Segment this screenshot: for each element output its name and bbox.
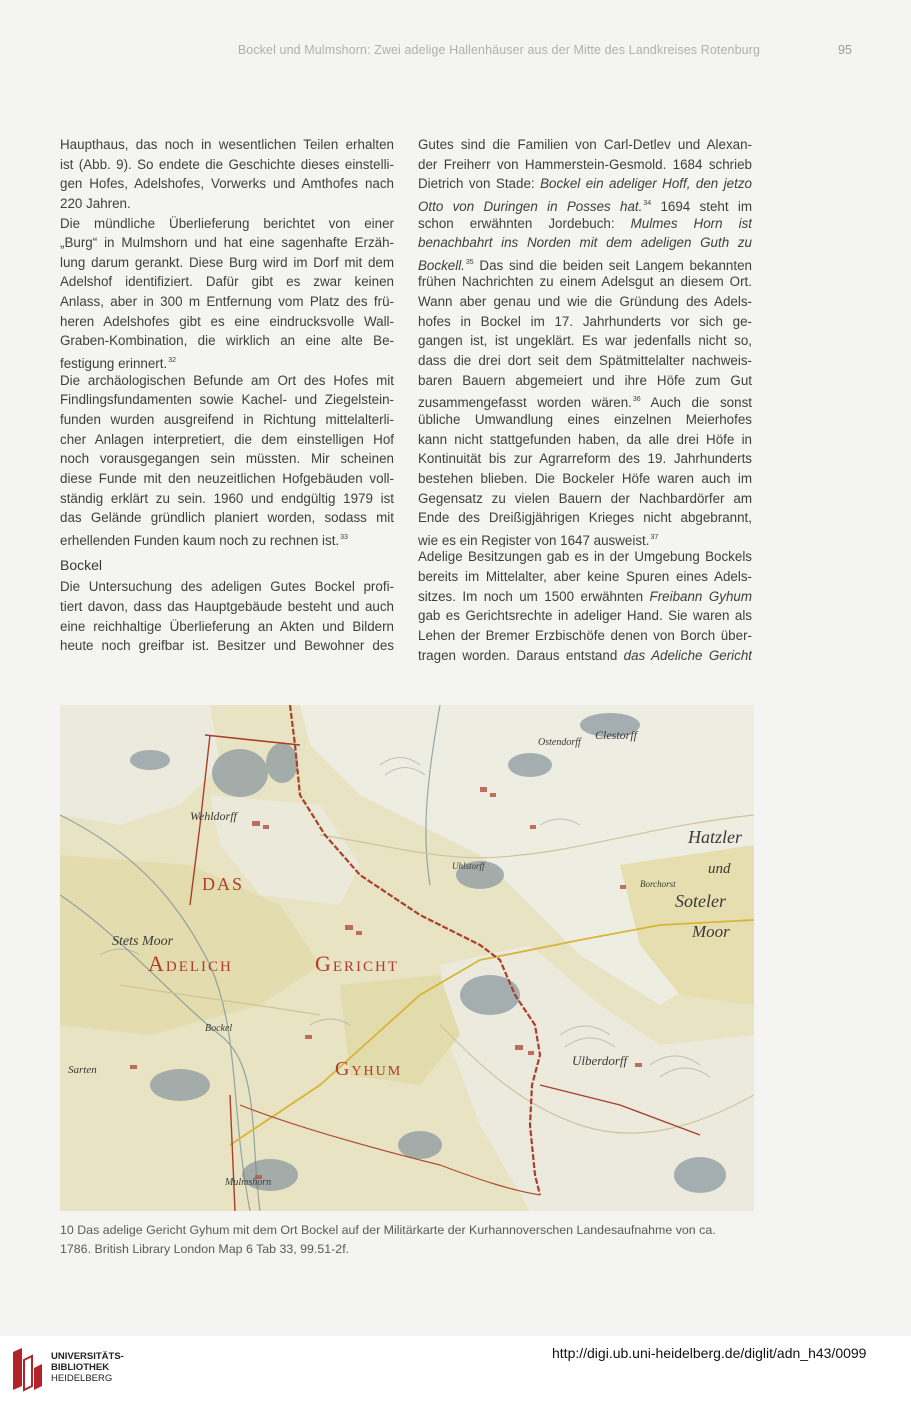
text-line [418,214,752,234]
text-fragment: Auch die sonst [640,395,752,410]
text-line [418,390,752,410]
footnote-ref[interactable]: 34 [643,199,652,207]
library-name[interactable] [51,1351,124,1384]
map-label-und: und [708,861,731,877]
text-line [418,174,752,194]
text-fragment: 1694 steht im [651,198,752,214]
quote-fragment: Freibann Gyhum [649,588,752,604]
quote-fragment: Mulmes Horn ist [630,215,752,231]
map-label-adelich: Adelich [148,951,233,976]
quote-fragment: Bockell. [418,257,465,273]
page-number: 95 [838,43,852,57]
text-line: frühen Nachrichten zu einem Adelsgut an diesem Ort. [418,274,752,290]
text-line: bestehen blieben. Die Bockeler Höfe waren auch im [418,470,752,486]
caption-line: 10 Das adelige Gericht Gyhum mit dem Ort Bockel auf der Militärkarte der Kurhannoverschen Landesaufnahme von ca. [60,1223,716,1237]
map-label-mulmshorn: Mulmshorn [225,1177,272,1188]
text-line [60,528,394,548]
text-line: ständig erklärt zu sein. 1960 und endgültig 1979 ist [60,490,394,506]
library-logo-icon[interactable] [10,1346,46,1392]
running-title: Bockel und Mulmshorn: Zwei adelige Hallenhäuser aus der Mitte des Landkreises Rotenburg [237,43,760,57]
text-line: hofes in Bockel im 17. Jahrhunderts vor sich ge- [418,313,752,329]
map-label-gericht: Gericht [315,951,400,976]
map-label-ostendorff: Ostendorff [538,737,581,748]
text-line: eine reichhaltige Überlieferung an Akten und Bildern [60,618,394,634]
text-line: bereits im Mittelalter, aber keine Spuren eines Adels- [418,569,752,585]
map-label-soteler: Soteler [675,891,726,911]
library-line: HEIDELBERG [51,1373,113,1384]
text-line [418,233,752,253]
footnote-ref[interactable]: 33 [340,533,348,541]
map-label-moor: Moor [692,922,730,941]
map-label-wehldorff: Wehldorff [190,809,237,823]
text-line: Adelshof identifiziert. Dafür gibt es zwar keinen [60,274,394,290]
text-fragment: Dietrich von Stade: [418,176,541,192]
library-line: UNIVERSITÄTS- [51,1351,124,1362]
map-label-borchorst: Borchorst [640,879,676,889]
quote-fragment: Otto von Duringen in Posses hat. [418,198,643,214]
text-fragment: sitzes. Im noch um 1500 erwähnten [418,588,650,604]
text-fragment: tragen worden. Daraus entstand [418,647,624,663]
quote-fragment: benachbahrt ins Norden mit dem adeligen Guth zu [418,235,752,251]
text-line [418,646,752,666]
map-label-stets-moor: Stets Moor [112,934,174,949]
text-line: lung darum gerankt. Diese Burg wird im Dorf mit dem [60,254,394,270]
text-line: baren Bauern abgemeiert und ihre Höfe zum Gut [418,372,752,388]
map-illustration [60,705,754,1211]
map-label-das: DAS [202,874,245,894]
text-line: heute noch greifbar ist. Besitzer und Bewohner des [60,638,394,654]
footnote-ref[interactable]: 32 [168,357,176,365]
section-heading: Bockel [60,557,103,574]
quote-fragment: Bockel ein adeliger Hoff, den jetzo [540,176,752,192]
text-line: heren Adelshofes gibt es eine eindrucksvolle Wall- [60,313,394,329]
quote-fragment: das Adeliche Gericht [623,647,752,663]
map-label-gyhum: Gyhum [335,1058,403,1080]
text-line: Anlass, aber in 300 m Entfernung vom Platz des frü- [60,294,394,310]
map-label-clestorff: Clestorff [595,728,638,742]
text-line: dass die drei dort seit dem Spätmittelalter nachweis- [418,353,752,369]
footnote-ref[interactable]: 35 [465,258,474,266]
map-label-hatzler: Hatzler [688,827,742,847]
text-line: kann nicht stattgefunden haben, da alle drei Höfe in [418,431,752,447]
text-line: Findlingsfundamenten sowie Kachel- und Ziegelstein- [60,392,394,408]
footnote-ref[interactable]: 37 [650,533,659,541]
map-label-ulberdorff: Ulberdorff [572,1053,628,1068]
text-line: ist (Abb. 9). So endete die Geschichte dieses einstelli- [60,156,394,172]
map-label-bockel: Bockel [205,1023,233,1034]
caption-line: 1786. British Library London Map 6 Tab 33, 99.51-2f. [60,1242,350,1256]
text-line: Kontinuität bis zur Agrarreform des 19. Jahrhunderts [418,451,752,467]
text-line: Gutes sind die Familien von Carl-Detlev und Alexan- [418,137,752,152]
text-line: Die Untersuchung des adeligen Gutes Bockel profi- [60,579,394,595]
text-line: gab es Gerichtsrechte in adeliger Hand. Sie waren als [418,608,752,624]
text-line: Graben-Kombination, die wirklich an eine alte Be- [60,333,394,349]
text-line: Ende des Dreißigjährigen Krieges nicht abgebrannt, [418,510,752,526]
text-line: Wann aber genau und wie die Gründung des Adels- [418,294,752,310]
text-fragment: festigung erinnert. [60,356,168,371]
text-line [418,528,752,548]
text-line: übliche Umwandlung eines einzelnen Meierhofes [418,411,752,427]
text-line: diese Funde mit den neuzeitlichen Hofgebäuden voll- [60,470,394,486]
text-line [418,587,752,607]
text-fragment: erhellenden Funden kaum noch zu rechnen ist. [60,532,340,548]
text-line: Die mündliche Überlieferung berichtet von einer [60,215,394,231]
text-line: 220 Jahren. [60,195,131,211]
text-line: der Freiherr von Hammerstein-Gesmold. 1684 schrieb [418,156,752,172]
text-line: das Gelände gründlich planiert worden, sodass mit [60,510,394,526]
text-line: Die archäologischen Befunde am Ort des Hofes mit [60,372,394,388]
text-line: Lehen der Bremer Erzbischöfe denen von Borch über- [418,628,752,644]
right-column [418,135,752,665]
figure-caption [60,1221,760,1259]
text-line: Haupthaus, das noch in wesentlichen Teilen erhalten [60,137,394,152]
text-line: gangen ist, ist ungeklärt. Es war jedenfalls nicht so, [418,333,752,349]
text-line: noch vorausgegangen sein müssten. Mir scheinen [60,451,394,467]
library-line: BIBLIOTHEK [51,1362,110,1373]
text-fragment: Das sind die beiden seit Langem bekannten [473,257,752,273]
text-line [60,351,394,371]
footnote-ref[interactable]: 36 [632,396,641,404]
text-line: „Burg“ in Mulmshorn und hat eine sagenhafte Erzäh- [60,235,394,251]
left-column [60,135,394,656]
text-line: gen Hofes, Adelshofes, Vorwerks und Amthofes nach [60,176,394,192]
text-fragment: zusammengefasst worden wären. [418,395,632,410]
map-label-uhlstorff: Uhlstorff [452,861,485,871]
text-line: cher Anlagen interpretiert, die dem einstelligen Hof [60,431,394,447]
text-line: Gegensatz zu vielen Bauern der Nachbardörfer am [418,490,752,506]
text-line: tiert davon, dass das Hauptgebäude besteht und auch [60,599,394,615]
historic-map-figure[interactable] [60,705,754,1211]
text-line [418,253,752,273]
text-fragment: wie es ein Register von 1647 ausweist. [418,532,650,548]
text-fragment: schon erwähnten Jordebuch: [418,215,631,231]
permalink-url[interactable]: http://digi.ub.uni-heidelberg.de/diglit/adn_h43/0099 [552,1345,867,1361]
text-line: funden wurden ausgreifend in Richtung mittelalterli- [60,411,394,427]
map-label-sarten: Sarten [68,1064,97,1076]
text-line: Adelige Besitzungen gab es in der Umgebung Bockels [418,549,752,565]
text-line [418,194,752,214]
